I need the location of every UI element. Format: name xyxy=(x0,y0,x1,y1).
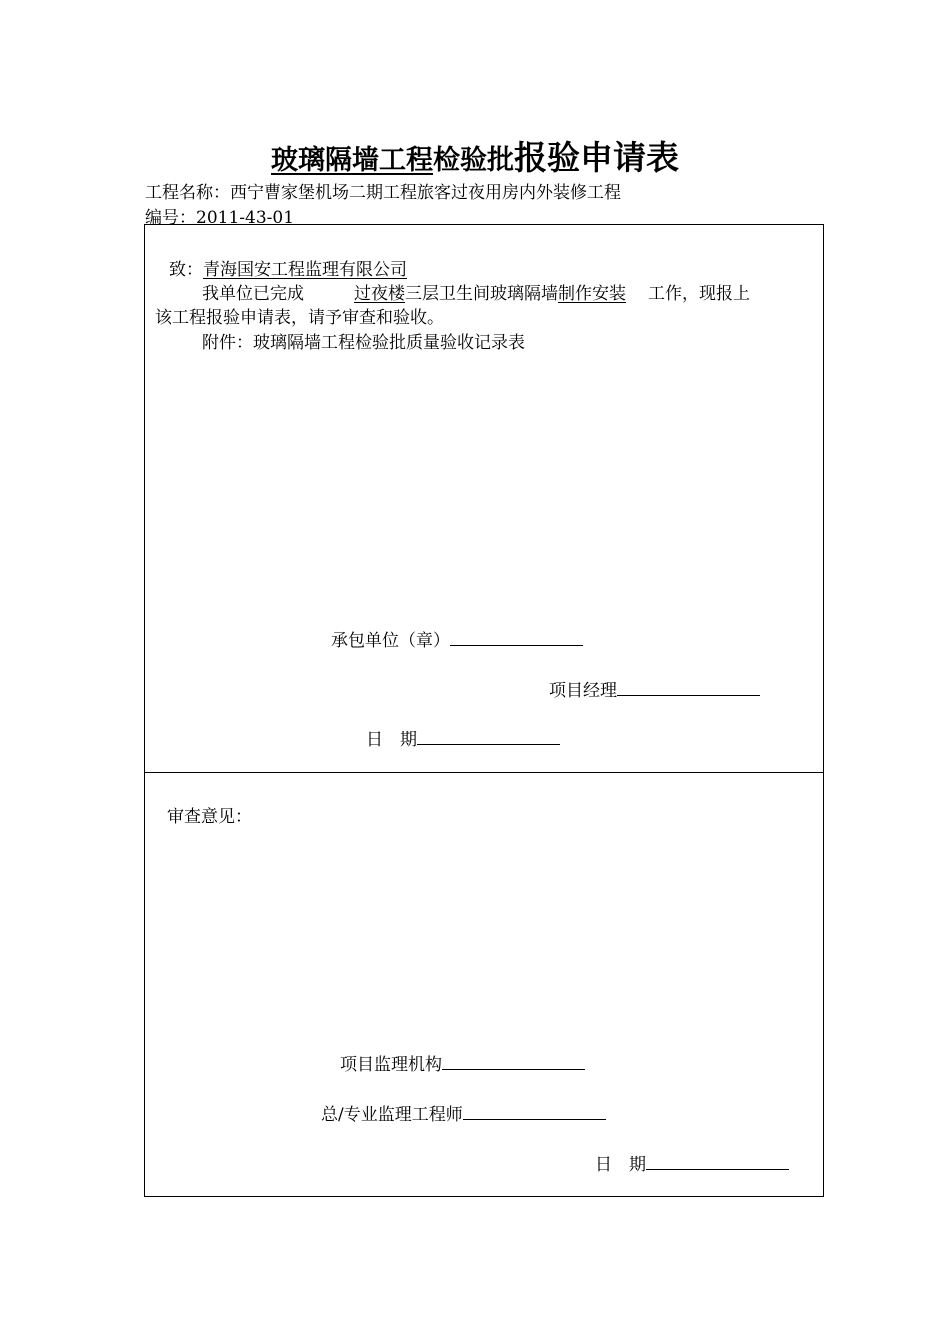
statement-middle: 三层卫生间玻璃隔墙 xyxy=(405,284,558,304)
review-date-blank[interactable] xyxy=(646,1151,789,1170)
review-date-label: 日 期 xyxy=(595,1155,646,1175)
application-date-blank[interactable] xyxy=(417,726,560,745)
supervision-org-line xyxy=(340,1050,585,1075)
supervision-org-blank[interactable] xyxy=(442,1051,585,1070)
application-statement-line-1 xyxy=(202,279,750,304)
engineer-signature-line xyxy=(321,1100,606,1125)
application-date-line xyxy=(366,725,560,750)
project-name-value: 西宁曹家堡机场二期工程旅客过夜用房内外装修工程 xyxy=(230,183,621,203)
contractor-signature-line xyxy=(331,626,583,651)
manager-signature-line xyxy=(549,676,760,701)
attachment-line: 附件：玻璃隔墙工程检验批质量验收记录表 xyxy=(202,333,525,353)
form-title xyxy=(0,132,950,179)
statement-prefix: 我单位已完成 xyxy=(202,284,304,304)
contractor-blank[interactable] xyxy=(450,627,583,646)
engineer-label: 总/专业监理工程师 xyxy=(321,1105,463,1125)
application-statement-line-2: 该工程报验申请表，请予审查和验收。 xyxy=(155,308,444,328)
application-date-label: 日 期 xyxy=(366,730,417,750)
statement-location: 过夜楼 xyxy=(354,284,405,304)
review-date-line xyxy=(595,1150,789,1175)
addressee-label: 致： xyxy=(169,260,203,280)
review-section xyxy=(144,772,824,1197)
engineer-blank[interactable] xyxy=(463,1101,606,1120)
statement-work: 制作安装 xyxy=(558,284,626,304)
title-part-3: 报验申请表 xyxy=(514,138,679,177)
form-code-label: 编号： xyxy=(145,208,196,228)
form-code-value: 2011-43-01 xyxy=(196,208,295,228)
statement-suffix: 工作，现报上 xyxy=(648,284,750,304)
manager-blank[interactable] xyxy=(617,677,760,696)
project-name-label: 工程名称： xyxy=(145,183,230,203)
supervision-org-label: 项目监理机构 xyxy=(340,1055,442,1075)
title-part-2: 检验批 xyxy=(433,145,514,176)
project-name-line xyxy=(145,178,621,203)
manager-label: 项目经理 xyxy=(549,681,617,701)
review-opinion-label: 审查意见： xyxy=(167,807,252,827)
contractor-label: 承包单位（章） xyxy=(331,631,450,651)
addressee-line xyxy=(169,255,407,280)
addressee-company: 青海国安工程监理有限公司 xyxy=(203,260,407,280)
application-section xyxy=(144,224,824,773)
title-part-1: 玻璃隔墙工程 xyxy=(271,145,433,176)
